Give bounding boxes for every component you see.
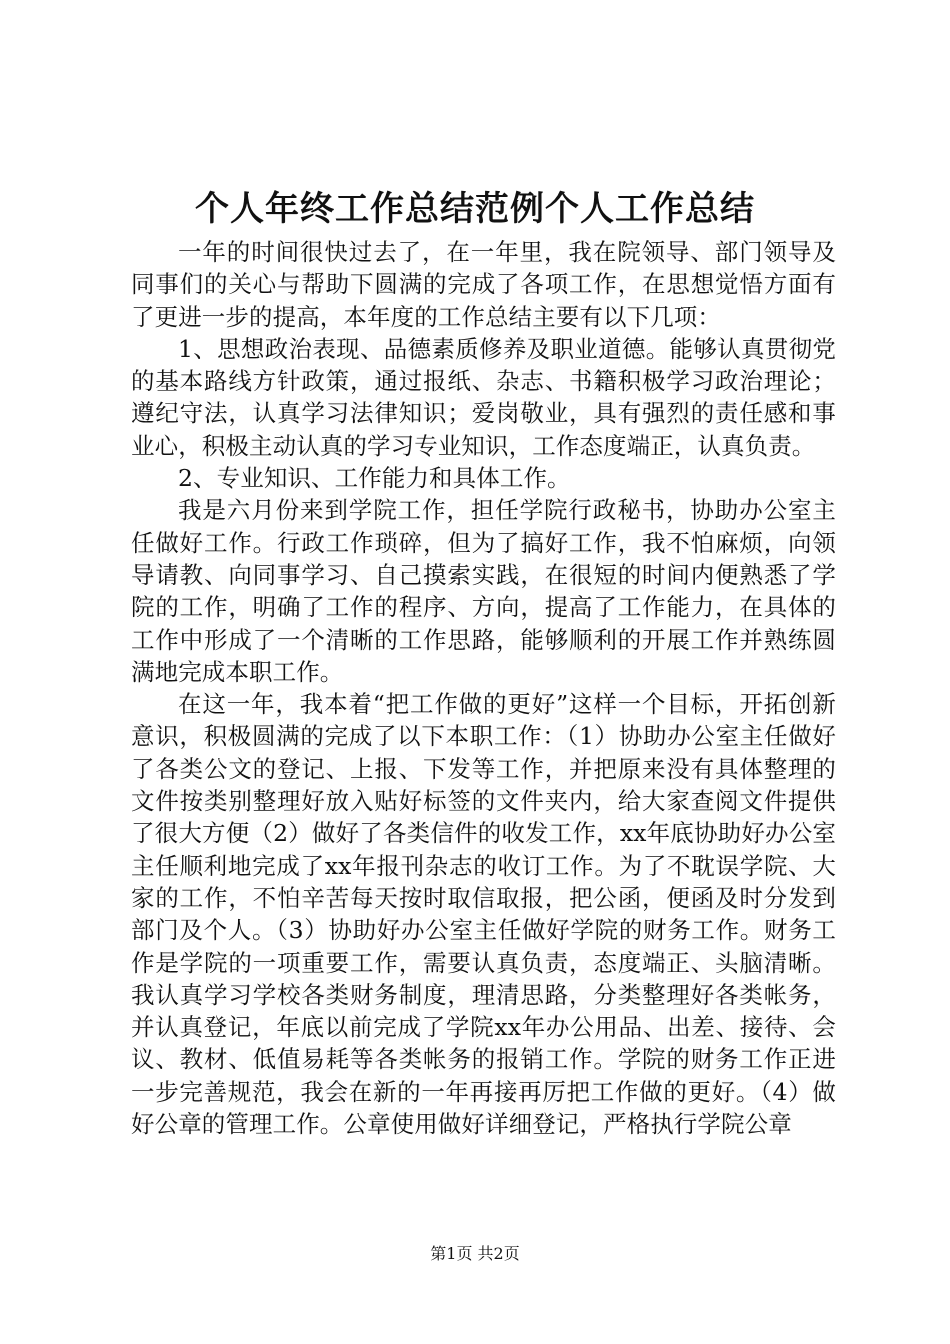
paragraph-item-1: 1、思想政治表现、品德素质修养及职业道德。能够认真贯彻党的基本路线方针政策，通过报纸、杂志、书籍积极学习政治理论；遵纪守法，认真学习法律知识；爱岗敬业，具有强烈的责任感和事业心，积极主动认真的学习专业知识，工作态度端正，认真负责。 [131,334,836,460]
document-title: 个人年终工作总结范例个人工作总结 [195,189,755,229]
page-number-footer: 第1页 共2页 [430,1244,520,1263]
paragraph-duties: 在这一年，我本着“把工作做的更好”这样一个目标，开拓创新意识，积极圆满的完成了以下本职工作：（1）协助办公室主任做好了各类公文的登记、上报、下发等工作，并把原来没有具体整理的文件按类别整理好放入贴好标签的文件夹内，给大家查阅文件提供了很大方便（2）做好了各类信件的收发工作，xx年底协助好办公室主任顺利地完成了xx年报刊杂志的收订工作。为了不耽误学院、大家的工作，不怕辛苦每天按时取信取报，把公函，便函及时分发到部门及个人。（3）协助好办公室主任做好学院的财务工作。财务工作是学院的一项重要工作，需要认真负责，态度端正、头脑清晰。我认真学习学校各类财务制度，理清思路，分类整理好各类帐务，并认真登记，年底以前完成了学院xx年办公用品、出差、接待、会议、教材、低值易耗等各类帐务的报销工作。学院的财务工作正进一步完善规范，我会在新的一年再接再厉把工作做的更好。（4）做好公章的管理工作。公章使用做好详细登记，严格执行学院公章 [131,690,836,1139]
paragraph-work-intro: 我是六月份来到学院工作，担任学院行政秘书，协助办公室主任做好工作。行政工作琐碎，但为了搞好工作，我不怕麻烦，向领导请教、向同事学习、自己摸索实践，在很短的时间内便熟悉了学院的工作，明确了工作的程序、方向，提高了工作能力，在具体的工作中形成了一个清晰的工作思路，能够顺利的开展工作并熟练圆满地完成本职工作。 [131,496,836,686]
paragraph-intro: 一年的时间很快过去了，在一年里，我在院领导、部门领导及同事们的关心与帮助下圆满的完成了各项工作，在思想觉悟方面有了更进一步的提高，本年度的工作总结主要有以下几项： [131,238,836,331]
paragraph-item-2: 2、专业知识、工作能力和具体工作。 [178,464,571,493]
document-body [131,236,836,1140]
